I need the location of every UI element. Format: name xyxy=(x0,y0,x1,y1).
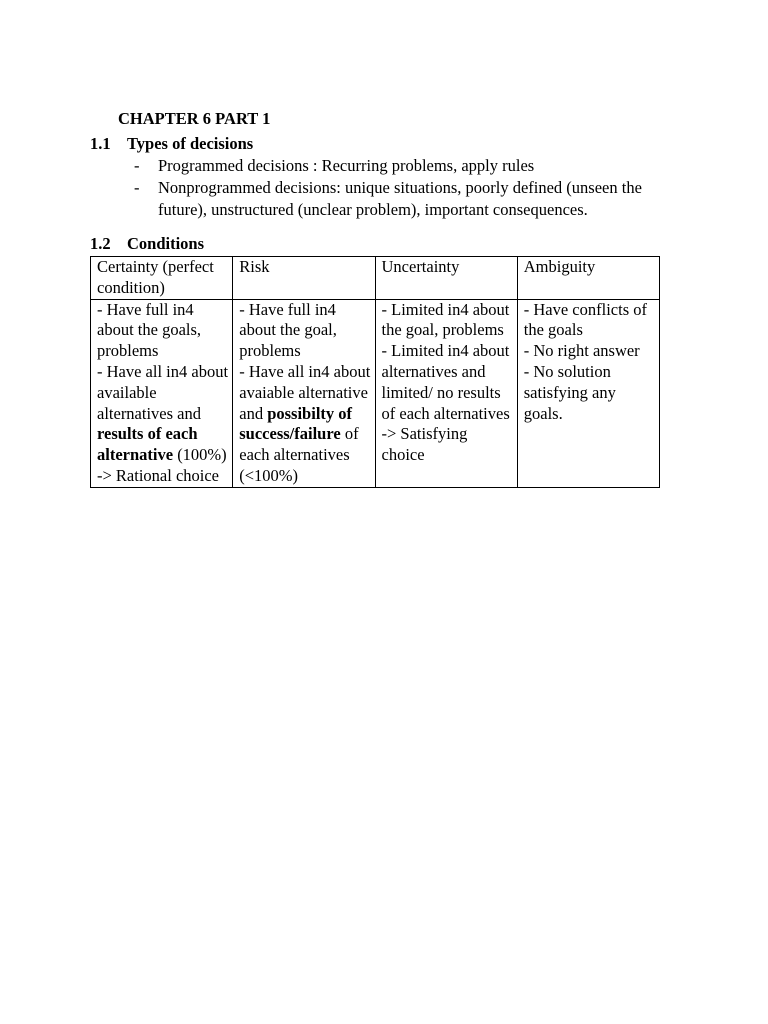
list-item xyxy=(130,155,690,177)
ambiguity-no-solution: - No solution satisfying any goals. xyxy=(523,361,616,423)
bullet-marker: - xyxy=(134,156,140,175)
certainty-text-end: (100%) -> Rational choice xyxy=(97,445,227,485)
risk-text-end: of each alternatives (<100%) xyxy=(239,424,359,485)
section-heading-conditions xyxy=(90,233,204,255)
cell-risk xyxy=(233,299,375,487)
section-heading-types-of-decisions xyxy=(90,133,253,155)
uncertainty-goal-info: - Limited in4 about the goal, problems xyxy=(381,299,510,340)
ambiguity-no-right-answer: - No right answer xyxy=(523,341,640,361)
ambiguity-conflicts: - Have conflicts of the goals xyxy=(523,299,647,340)
uncertainty-alternatives-info: - Limited in4 about alternatives and limited/ no results of each alternatives -> Satisfying choice xyxy=(381,341,510,465)
chapter-title: CHAPTER 6 PART 1 xyxy=(118,109,271,128)
section-title: Types of decisions xyxy=(127,134,254,153)
header-uncertainty: Uncertainty xyxy=(375,257,517,300)
cell-ambiguity xyxy=(517,299,659,487)
bullet-marker: - xyxy=(134,178,140,197)
risk-alternatives-info xyxy=(239,362,370,487)
list-item xyxy=(130,177,690,221)
section-number: 1.2 xyxy=(90,234,111,253)
bullet-text-nonprogrammed: Nonprogrammed decisions: unique situations, poorly defined (unseen the future), unstructured (unclear problem), important consequences. xyxy=(158,178,642,219)
certainty-text-start: - Have all in4 about available alternatives and xyxy=(97,361,229,423)
header-risk: Risk xyxy=(233,257,375,300)
certainty-alternatives-info xyxy=(97,362,228,487)
decision-types-list xyxy=(130,155,690,221)
table-row xyxy=(91,299,660,487)
table-header-row xyxy=(91,257,660,300)
conditions-table xyxy=(90,256,660,488)
risk-bold-text: possibilty of success/failure xyxy=(239,403,353,444)
header-certainty: Certainty (perfect condition) xyxy=(91,257,233,300)
certainty-goal-info: - Have full in4 about the goals, problems xyxy=(97,299,202,361)
bullet-text-programmed: Programmed decisions : Recurring problems, apply rules xyxy=(158,156,535,175)
section-number: 1.1 xyxy=(90,134,111,153)
cell-uncertainty xyxy=(375,299,517,487)
certainty-bold-text: results of each alternative xyxy=(97,424,198,465)
header-ambiguity: Ambiguity xyxy=(517,257,659,300)
cell-certainty xyxy=(91,299,233,487)
risk-text-start: - Have all in4 about avaiable alternative and xyxy=(239,361,371,423)
section-title: Conditions xyxy=(127,234,205,253)
risk-goal-info: - Have full in4 about the goal, problems xyxy=(239,299,337,361)
